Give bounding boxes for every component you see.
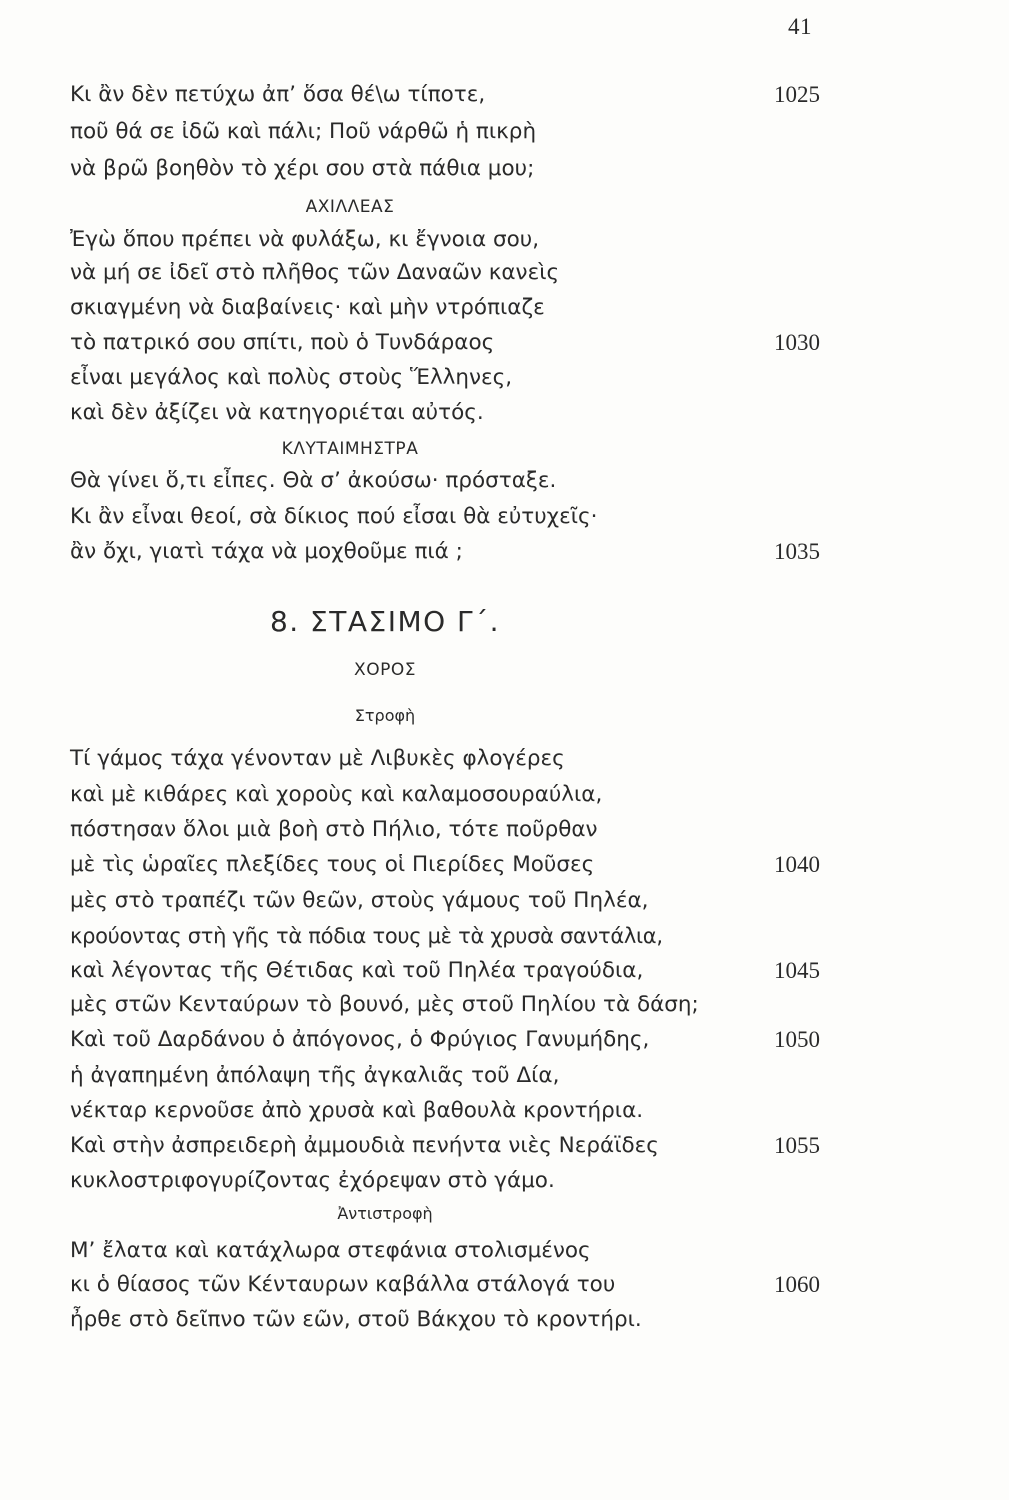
page-number: 41: [788, 14, 812, 39]
line-number: 1045: [774, 958, 820, 983]
verse-line: νὰ μή σε ἰδεῖ στὸ πλῆθος τῶν Δαναῶν κανεὶς: [70, 260, 560, 285]
verse-line: μὲ τὶς ὡραῖες πλεξίδες τους οἱ Πιερίδες Μοῦσες: [70, 852, 595, 877]
verse-line: μὲς στὸ τραπέζι τῶν θεῶν, στοὺς γάμους τοῦ Πηλέα,: [70, 888, 649, 913]
verse-line: ἡ ἀγαπημένη ἀπόλαψη τῆς ἀγκαλιᾶς τοῦ Δία,: [70, 1063, 560, 1088]
verse-line: εἶναι μεγάλος καὶ πολὺς στοὺς Ἕλληνες,: [70, 365, 513, 390]
chorus-heading: ΧΟΡΟΣ: [354, 660, 416, 680]
verse-line: καὶ μὲ κιθάρες καὶ χοροὺς καὶ καλαμοσουραύλια,: [70, 782, 603, 807]
speaker-name: ΑΧΙΛΛΕΑΣ: [305, 197, 395, 217]
verse-line: Θὰ γίνει ὅ,τι εἶπες. Θὰ σ’ ἀκούσω· πρόσταξε.: [70, 468, 557, 493]
line-number: 1050: [774, 1027, 820, 1052]
line-number: 1035: [774, 539, 820, 564]
verse-line: Κι ἂν εἶναι θεοί, σὰ δίκιος πού εἶσαι θὰ εὐτυχεῖς·: [70, 504, 598, 529]
verse-line: νέκταρ κερνοῦσε ἀπὸ χρυσὰ καὶ βαθουλὰ κροντήρια.: [70, 1098, 644, 1123]
line-number: 1030: [774, 330, 820, 355]
verse-line: νὰ βρῶ βοηθὸν τὸ χέρι σου στὰ πάθια μου;: [70, 156, 535, 181]
section-title: 8. ΣΤΑΣΙΜΟ Γ΄.: [269, 605, 501, 638]
verse-line: ἂν ὄχι, γιατὶ τάχα νὰ μοχθοῦμε πιά ;: [70, 539, 463, 564]
verse-line: τὸ πατρικό σου σπίτι, ποὺ ὁ Τυνδάραος: [70, 330, 495, 355]
verse-line: Κι ἂν δὲν πετύχω ἀπ’ ὅσα θέ\ω τίποτε,: [70, 82, 486, 107]
verse-line: Καὶ στὴν ἀσπρειδερὴ ἀμμουδιὰ πενήντα νιὲς Νεράϊδες: [70, 1133, 659, 1158]
verse-line: μὲς στῶν Κενταύρων τὸ βουνό, μὲς στοῦ Πηλίου τὰ δάση;: [70, 992, 699, 1017]
verse-line: Μ’ ἔλατα καὶ κατάχλωρα στεφάνια στολισμένος: [70, 1238, 591, 1263]
verse-line: καὶ δὲν ἀξίζει νὰ κατηγοριέται αὐτός.: [70, 400, 484, 425]
verse-line: κρούοντας στὴ γῆς τὰ πόδια τους μὲ τὰ χρυσὰ σαντάλια,: [70, 924, 663, 948]
line-number: 1040: [774, 852, 820, 877]
verse-line: κυκλοστριφογυρίζοντας ἐχόρεψαν στὸ γάμο.: [70, 1168, 555, 1193]
line-number: 1025: [774, 82, 820, 107]
line-number: 1060: [774, 1272, 820, 1297]
verse-line: Τί γάμος τάχα γένονταν μὲ Λιβυκὲς φλογέρες: [70, 746, 565, 771]
strophe-heading: Στροφὴ: [354, 706, 416, 725]
antistrophe-heading: Ἀντιστροφὴ: [337, 1204, 433, 1223]
speaker-name: ΚΛΥΤΑΙΜΗΣΤΡΑ: [281, 439, 419, 459]
verse-line: ἦρθε στὸ δεῖπνο τῶν εῶν, στοῦ Βάκχου τὸ κροντήρι.: [70, 1307, 642, 1332]
verse-line: καὶ λέγοντας τῆς Θέτιδας καὶ τοῦ Πηλέα τραγούδια,: [70, 958, 644, 983]
verse-line: κι ὁ θίασος τῶν Κένταυρων καβάλλα στάλογά του: [70, 1272, 616, 1297]
verse-line: ποῦ θά σε ἰδῶ καὶ πάλι; Ποῦ νάρθῶ ἡ πικρὴ: [70, 119, 537, 144]
verse-line: Ἐγὼ ὅπου πρέπει νὰ φυλάξω, κι ἔγνοια σου,: [70, 227, 540, 252]
line-number: 1055: [774, 1133, 820, 1158]
verse-line: Καὶ τοῦ Δαρδάνου ὁ ἀπόγονος, ὁ Φρύγιος Γανυμήδης,: [70, 1027, 650, 1052]
verse-line: σκιαγμένη νὰ διαβαίνεις· καὶ μὴν ντρόπιαζε: [70, 295, 545, 320]
verse-line: πόστησαν ὅλοι μιὰ βοὴ στὸ Πήλιο, τότε ποῦρθαν: [70, 817, 598, 842]
